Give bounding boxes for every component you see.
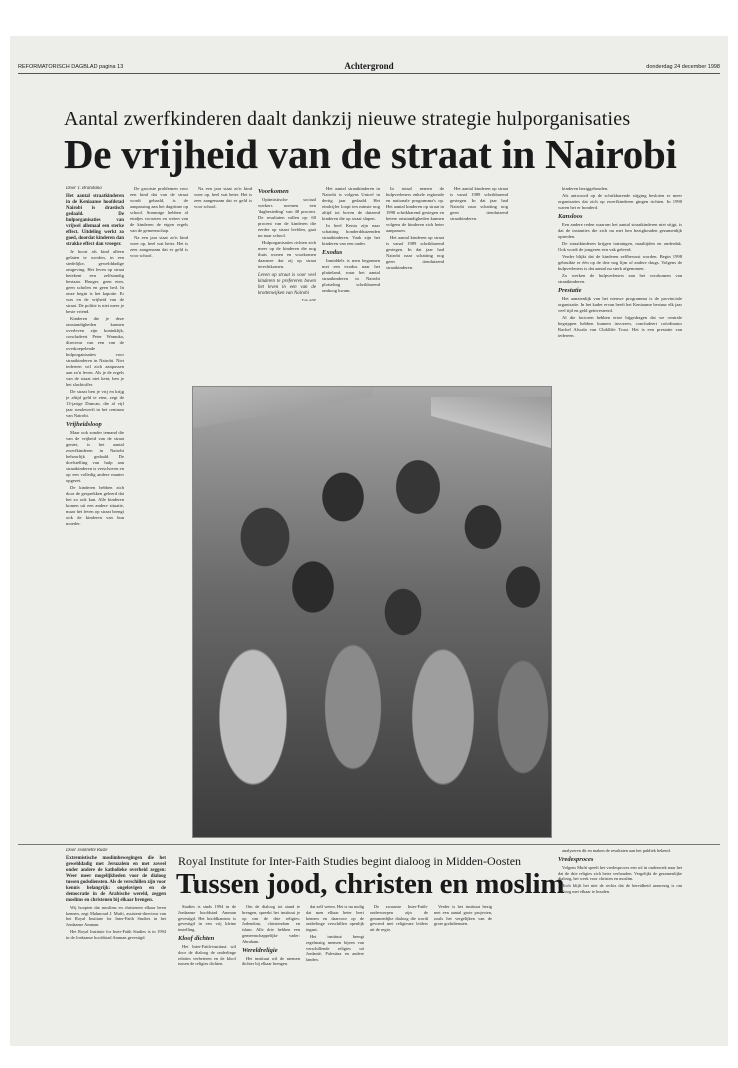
subheading-wereldreligie: Wereldreligie bbox=[242, 946, 278, 954]
paragraph: Het aantal kinderen op straat is vanaf 1989 schrikbarend gestegen. In dat jaar had Nairobi naar schatting nog geen tienduizend straatkinderen. bbox=[450, 186, 508, 221]
paragraph: Na een jaar staat zo'n kind weer op, heel wat beter. Het is zeer aangenaam dat er geld is voor school. bbox=[130, 235, 188, 258]
paragraph: Verder blijkt dat de kinderen zelfbewust worden. Begin 1998 gebruikte er één op de drie nog lijm of andere drugs. Volgens de hulpverleners is dat aantal nu sterk afgenomen. bbox=[558, 254, 682, 271]
photo-credit: Foto ANP bbox=[301, 298, 316, 302]
photo-roof-shape bbox=[193, 387, 373, 457]
article2-kicker: Royal Institute for Inter-Faith Studies begint dialoog in Midden-Oosten bbox=[178, 854, 522, 868]
article2-byline: Door Jeannette Ruste bbox=[66, 848, 108, 853]
article2-column-1 bbox=[66, 848, 166, 1043]
paragraph: Het aantal kinderen op straat is vanaf 1989 schrikbarend gestegen. In dat jaar had Nairobi naar schatting nog geen tienduizend straatkinderen. bbox=[386, 235, 444, 270]
paragraph: Volgens Mufti speelt het vredesproces een rol in onderzoek naar het dat de drie religies zich beter verhouden. Vergelijkt de gezamenlijke dialoog, het werk voor christen en moslim. bbox=[558, 864, 682, 882]
subheading-vrijheidsloop: Vrijheidsloop bbox=[66, 421, 102, 428]
page-header bbox=[18, 60, 720, 74]
header-section: Achtergrond bbox=[344, 61, 394, 71]
article1-byline: Door T. Brandsma bbox=[66, 186, 102, 191]
article2-headline: Tussen jood, christen en moslim bbox=[176, 868, 565, 900]
paragraph: Als antwoord op de schrikbarende stijging besloten er meer organisaties dat zich op zwerfkinderen gingen richten. In 1990 waren het er honderd. bbox=[558, 193, 682, 210]
paragraph: Om de dialoog tot stand te brengen, spreekt het instituut je op van de drie religies: Jodendom, christendom en islam. Alle drie hebben een gemeenschappelijke vader: Abraham. bbox=[242, 904, 300, 944]
article1-lead: Het aantal straatkinderen in de Keniaanse hoofdstad Nairobi is drastisch gedaald. De hulporganisaties van vrijwel allemaal een sterke effect. Uitdeling werkt zo goed, doordat kinderen dan strakke effect dan vroeger. bbox=[66, 194, 124, 247]
article1-column-3 bbox=[194, 186, 252, 381]
header-paper-name: REFORMATORISCH DAGBLAD pagina 13 bbox=[18, 64, 124, 70]
article1-column-6 bbox=[386, 186, 444, 381]
article2-lead: Extremistische moslimbewegingen die het gewelddadig met Jeruzalem en met zoveel onder andere de katholieke overheid zeggen: Weer meer mogelijkheden voor de dialoog tussen godsdiensten. Als de verschillen zijn voor kennis belangrijk: ongelovigen en de democratie in de Arabische wereld, zeggen moslims en christenen bij elkaar brengen. bbox=[66, 855, 166, 903]
article1-headline: De vrijheid van de straat in Nairobi bbox=[64, 131, 677, 177]
article1-column-2 bbox=[130, 186, 188, 826]
subheading-kansloos: Kansloos bbox=[558, 213, 583, 220]
article2-column-4 bbox=[306, 904, 364, 1044]
paragraph: Het Inter-Faith-instituut wil door de dialoog de onderlinge relaties verbeteren en de kloof tussen de religies dichten. bbox=[178, 943, 236, 967]
paragraph: Het instituut brengt regelmatig mensen bijeen van verschillende religies uit Jordanië, Palestina en andere landen. bbox=[306, 933, 364, 963]
paragraph: Een andere reden waarom het aantal straatkinderen niet stijgt, is dat de instanties die zich nu met hen bezighouden gezamenlijk optreden. bbox=[558, 222, 682, 239]
paragraph: Optimistische sociaal werkers noemen een 'dagbesteding' van 48 procent. De resultaten vallen op: 60 procent van de kinderen die eerder op straat leefden, gaat nu naar school. bbox=[258, 197, 316, 238]
article1-column-4 bbox=[258, 186, 316, 381]
subheading-kloof-dichten: Kloof dichten bbox=[178, 934, 215, 942]
pull-quote-text: Leven op straat is voor veel kinderen te prefereren boven het leven in een van de krottenwijken van Nairobi bbox=[258, 273, 316, 296]
paragraph: Studies is sinds 1994 in de Jordaanse hoofdstad Amman gevestigd. Het hoofdkantoor is gevestigd in een vrij kleine instelling. bbox=[178, 904, 236, 933]
article1-column-5 bbox=[322, 186, 380, 381]
paragraph: De zwaarste Inter-Faith-onderwerpen zijn de gezamenlijke dialoog die wordt gevoerd met religieuze leiders uit de regio. bbox=[370, 904, 428, 933]
subheading-vredesproces: Vredesproces bbox=[558, 855, 594, 863]
street-children-photo bbox=[192, 386, 552, 838]
article-divider bbox=[18, 844, 720, 845]
paragraph: analyseren dit en maken de resultaten aan het publiek bekend. bbox=[562, 848, 671, 853]
article2-column-5 bbox=[370, 904, 428, 1044]
paragraph: Wij hoopten dat moslims en christenen elkaar leren kennen, zegt Mahmoud J. Mufti, assistent-directeur van het Royal Institute for Inter-Faith Studies in het Jordaanse Amman. bbox=[66, 904, 166, 928]
paragraph: Kinderen die je deze omstandigheden kunnen overleven zijn koninklijk, concludeert Peter Wamuka, directeur van een van de overkoepelende hulporganisaties voor straatkinderen in Nairobi. Niet iedereen wil zich aanpassen aan zo'n leven. Als je de regels van de straat niet kent, ben je het slachtoffer. bbox=[66, 316, 124, 387]
paragraph: Maar ook zonder iemand die van de vrijheid van de straat geniet, is het aantal zwerfkinderen in Nairobi behoorlijk gedaald. De doelstelling van hulp aan straatkinderen is verschoven en op een volledig andere manier opgezet. bbox=[66, 430, 124, 483]
header-date: donderdag 24 december 1998 bbox=[646, 64, 720, 70]
paragraph: kinderen beziggehouden. bbox=[562, 186, 609, 191]
paragraph: Het aanzienlijk van het nieuwe programma is de provinciale organisatie. In het kader ervan heeft het Keniaanse bestuur elk jaar veel tijd en geld geïnvesteerd. bbox=[558, 296, 682, 313]
newspaper-page bbox=[10, 36, 728, 1046]
article2-column-7 bbox=[558, 848, 682, 1043]
paragraph: Zo werken de hulpverleners aan het voorkomen van straatkinderen. bbox=[558, 273, 682, 284]
paragraph: Het Royal Institute for Inter-Faith Studies is in 1994 in de Jordaanse hoofdstad Amman gevestigd. bbox=[66, 928, 166, 940]
article2-column-3 bbox=[242, 904, 300, 1044]
paragraph: In heel Kenia zijn naar schatting honderdduizenden straatkinderen. Vaak zijn het kinderen van een ouder. bbox=[322, 223, 380, 246]
photo-roof-shape bbox=[431, 397, 551, 477]
article2-column-6 bbox=[434, 904, 492, 1044]
paragraph: De grootste problemen voor een kind dat van de straat wordt gehaald, is de aanpassing aan het dagritme op school. Sommige hebben al eindjes voorzien en weten van de kinderen de eigen regels van de gemeenschap. bbox=[130, 186, 188, 233]
article1-column-1 bbox=[66, 186, 124, 826]
subheading-voorkomen: Voorkomen bbox=[258, 188, 289, 195]
article2-column-2 bbox=[178, 904, 236, 1044]
paragraph: Verder is het instituut bezig met een aantal grote projecten, zoals het vergelijken van de grote godsdiensten. bbox=[434, 904, 492, 927]
paragraph: Hulporganisaties richten zich meer op de kinderen die nog thuis wonen en voorkomen daarmee dat zij op straat terechtkomen. bbox=[258, 240, 316, 269]
paragraph: De kinderen hebben zich door de gesprekken geleerd dat het zo ook kan. Alle kinderen komen uit een andere situatie, maar het leven op straat brengt ook de kinderen van hun moeder. bbox=[66, 485, 124, 526]
paragraph: Al die factoren hebben ertoe bijgedragen dat we centrale begrippen hebben kunnen invoeren, concludeert coördinator Rachel Alwala van Childlife Trust. Het is een prestatie van iedereen. bbox=[558, 315, 682, 338]
paragraph: Het instituut wil de mensen dichter bij elkaar brengen. bbox=[242, 955, 300, 967]
paragraph: In totaal nemen de hulpverleners enkele regionale en nationale programma's op. Het aantal kinderen op straat in 1998 schrikbarend gestegen en betere omstandigheden kunnen volgens de kinderen zich beter aanpassen. bbox=[386, 186, 444, 233]
paragraph: Het aantal straatkinderen in Nairobi is volgens Unicef in dertig jaar gedaald. Het eindcijfer loopt ten minste nog altijd tot boven de duizend kinderen die op straat slapen. bbox=[322, 186, 380, 221]
article1-kicker: Aantal zwerfkinderen daalt dankzij nieuwe strategie hulporganisaties bbox=[64, 108, 631, 130]
article1-column-7 bbox=[450, 186, 508, 381]
article1-column-8 bbox=[558, 186, 682, 836]
subheading-exodus: Exodus bbox=[322, 249, 343, 256]
paragraph: dat zelf weten. Het is nu nodig dat men elkaar beter leert kennen en daarvoor op de onderlinge verschillen openlijk ingaat. bbox=[306, 904, 364, 933]
pull-quote bbox=[258, 273, 316, 303]
paragraph: Na een jaar staat zo'n kind weer op, heel wat beter. Het is zeer aangenaam dat er geld is voor school. bbox=[194, 186, 252, 209]
paragraph: Inmiddels is men begonnen met een exodus naar het platteland, waar het aantal straatkinderen in Nairobi plotseling schrikbarend omhoog kwam. bbox=[322, 258, 380, 293]
paragraph: De straat ben je vrij en krijg je altijd geld te eten, zegt de 13-jarige Duncan, die al vijf jaar rondzwerft in het centrum van Nairobi. bbox=[66, 389, 124, 418]
paragraph: Je hoort als kind alleen gelaten te worden, in een stedelijke, gewelddadige omgeving. Het leven op straat betekent een zelfstandig bestaan. Honger, geen eten, geen scholen en geen bed. In onze begin is het kapotte. Er was en de vrijheid van de straat. De politie is niet meer je beste vriend. bbox=[66, 249, 124, 314]
paragraph: Toch blijft het niet de rechts dat de bereidheid aanwezig is om dialoog met elkaar te houden. bbox=[558, 883, 682, 894]
subheading-prestatie: Prestatie bbox=[558, 287, 582, 294]
paragraph: De straatkinderen krijgen trainingen, maaltijden en onderdak. Ook wordt de jongeren een vak geleerd. bbox=[558, 241, 682, 252]
